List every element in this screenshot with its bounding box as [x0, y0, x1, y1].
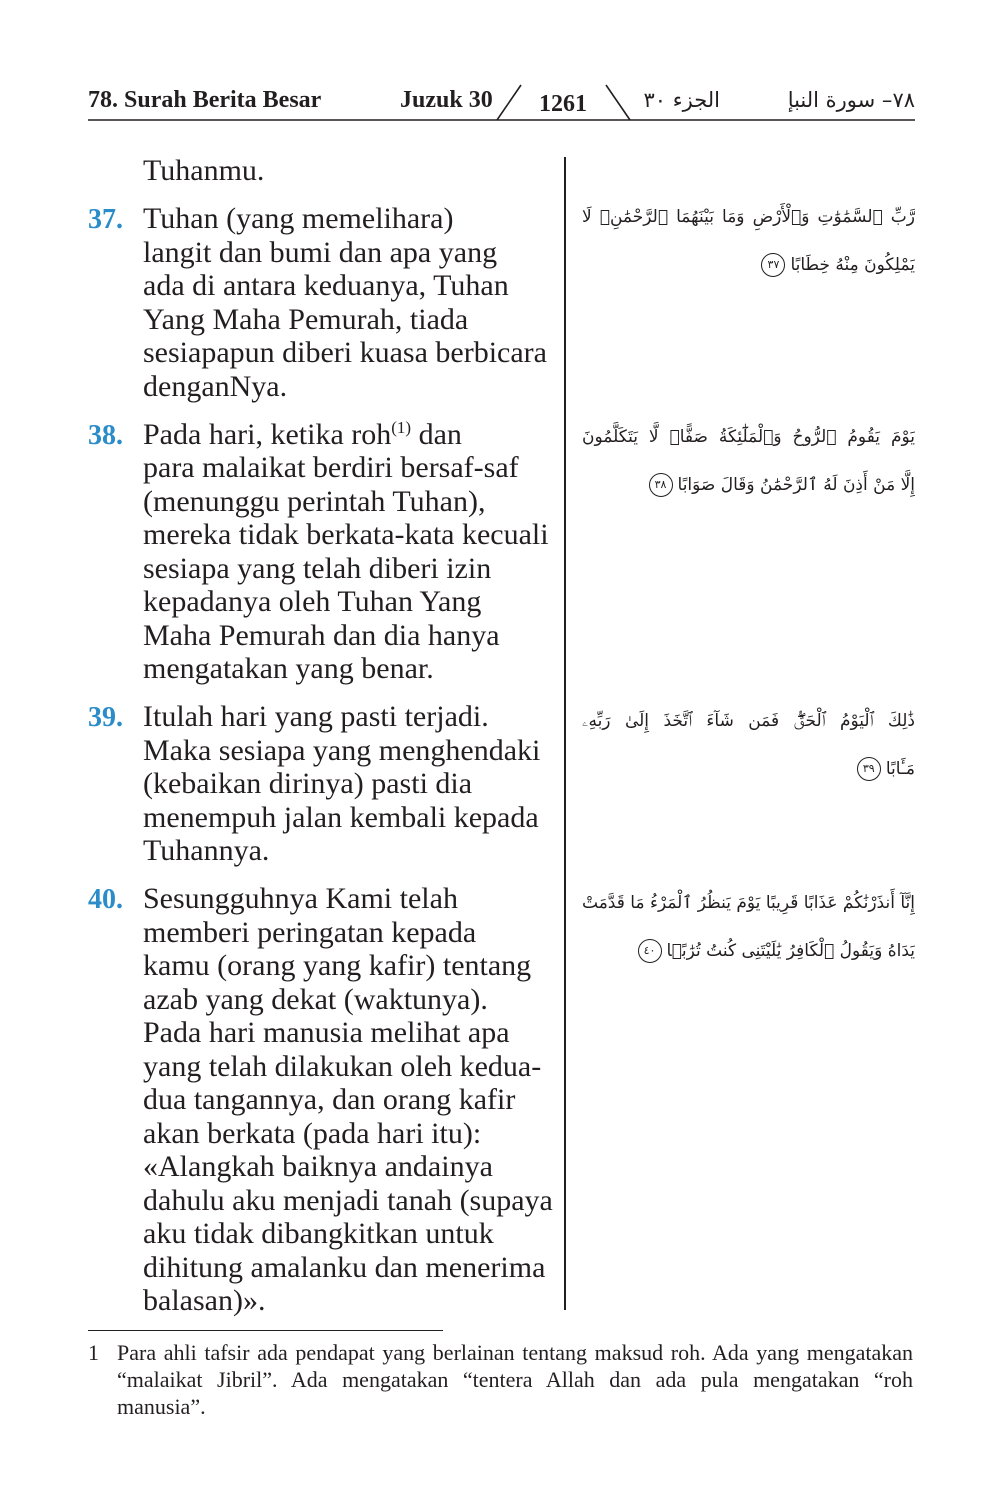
text-line: Yang Maha Pemurah, tiada: [143, 302, 469, 336]
ayah-end-marker: ٣٨: [649, 473, 673, 497]
text-line: [143, 418, 558, 452]
arabic-line-text: إِلَّا مَنْ أَذِنَ لَهُ ٱلرَّحْمَٰنُ وَقَالَ صَوَابًا: [677, 475, 915, 495]
arabic-line-text: مَـَٔابًا: [885, 759, 915, 779]
text-segment: Pada hari, ketika roh: [143, 417, 392, 451]
continuation-text: Tuhanmu.: [143, 154, 265, 187]
verse-text: [143, 700, 558, 868]
text-line: dihitung amalanku dan menerima: [143, 1250, 546, 1284]
footnote-line: “malaikat Jibril”. Ada mengatakan “tentera Allah dan ada pula mengatakan “roh: [117, 1367, 913, 1392]
footnote-rule: [88, 1330, 443, 1331]
text-line: Tuhannya.: [143, 834, 270, 867]
text-line: Pada hari manusia melihat apa: [143, 1016, 510, 1049]
text-line: «Alangkah baiknya andainya: [143, 1150, 493, 1183]
column-divider: [564, 157, 566, 1310]
arabic-verse-37: [582, 193, 915, 289]
ayah-end-marker: ٣٧: [761, 253, 785, 277]
arabic-line: [582, 745, 915, 793]
arabic-line: [582, 461, 915, 509]
footnote-line: Para ahli tafsir ada pendapat yang berlainan tentang maksud roh. Ada yang mengatakan: [117, 1340, 913, 1365]
arabic-verse-40: [582, 879, 915, 975]
text-line: para malaikat berdiri bersaf-saf: [143, 451, 519, 484]
text-line: yang telah dilakukan oleh kedua-: [143, 1049, 542, 1083]
arabic-line: رَّبِّ ٱلسَّمَٰوَٰتِ وَٱلْأَرْضِ وَمَا بَيْنَهُمَا ٱلرَّحْمَٰنِۖ لَا: [582, 207, 915, 227]
verse-number: 40.: [88, 884, 123, 915]
verse-40: [88, 882, 558, 1318]
text-line: sesiapapun diberi kuasa berbicara: [143, 336, 547, 369]
text-line: (menunggu perintah Tuhan),: [143, 484, 486, 518]
text-line: (kebaikan dirinya) pasti dia: [143, 767, 473, 800]
verse-38: [88, 418, 558, 686]
verse-number: 37.: [88, 204, 123, 235]
footnote-line: manusia”.: [117, 1394, 206, 1419]
surah-title-arabic: ٧٨– سورة النبإ: [787, 88, 915, 112]
text-line: Tuhan (yang memelihara): [143, 202, 454, 235]
text-line: memberi peringatan kepada: [143, 915, 477, 949]
text-line: denganNya.: [143, 369, 288, 403]
arabic-verse-39: [582, 697, 915, 793]
text-line: aku tidak dibangkitkan untuk: [143, 1217, 494, 1250]
text-line: dahulu aku menjadi tanah (supaya: [143, 1183, 553, 1217]
text-line: Maka sesiapa yang menghendaki: [143, 733, 541, 767]
verse-text: [143, 882, 558, 1318]
text-line: azab yang dekat (waktunya).: [143, 982, 488, 1016]
verse-number: 38.: [88, 419, 123, 451]
verse-text: [143, 202, 558, 403]
arabic-line: [582, 241, 915, 289]
text-line: mereka tidak berkata-kata kecuali: [143, 518, 549, 551]
arabic-line: [582, 927, 915, 975]
text-line: Sesungguhnya Kami telah: [143, 882, 458, 915]
text-line: akan berkata (pada hari itu):: [143, 1116, 482, 1150]
footnote-text: [117, 1339, 913, 1420]
text-line: menempuh jalan kembali kepada: [143, 800, 539, 834]
verse-39: [88, 700, 558, 868]
text-segment: dan: [411, 417, 462, 451]
text-line: dua tangannya, dan orang kafir: [143, 1083, 516, 1116]
arabic-line-text: يَمْلِكُونَ مِنْهُ خِطَابًا: [790, 255, 915, 275]
text-line: langit dan bumi dan apa yang: [143, 235, 498, 269]
text-line: Itulah hari yang pasti terjadi.: [143, 700, 489, 733]
footnote-reference: (1): [391, 417, 412, 437]
juz-label-arabic: الجزء ٣٠: [643, 88, 720, 112]
text-line: Maha Pemurah dan dia hanya: [143, 618, 500, 652]
footnote-number: 1: [88, 1340, 99, 1365]
ayah-end-marker: ٤٠: [638, 939, 662, 963]
text-line: ada di antara keduanya, Tuhan: [143, 269, 509, 302]
arabic-line: إِنَّآ أَنذَرْنَٰكُمْ عَذَابًا قَرِيبًا يَوْمَ يَنظُرُ ٱلْمَرْءُ مَا قَدَّمَتْ: [582, 893, 915, 913]
footnote: [88, 1339, 915, 1420]
surah-title-latin: 78. Surah Berita Besar: [88, 87, 322, 113]
verse-number: 39.: [88, 702, 123, 733]
text-line: sesiapa yang telah diberi izin: [143, 551, 492, 585]
page-number: 1261: [539, 91, 587, 117]
arabic-verse-38: [582, 413, 915, 509]
verse-text: [143, 418, 558, 686]
arabic-line-text: يَدَاهُ وَيَقُولُ ٱلْكَافِرُ يَٰلَيْتَنِى كُنتُ تُرَٰبًۢا: [666, 941, 915, 961]
arabic-line: يَوْمَ يَقُومُ ٱلرُّوحُ وَٱلْمَلَٰٓئِكَةُ صَفًّاۖ لَّا يَتَكَلَّمُونَ: [582, 427, 915, 447]
arabic-line: ذَٰلِكَ ٱلْيَوْمُ ٱلْحَقُّۖ فَمَن شَآءَ ٱتَّخَذَ إِلَىٰ رَبِّهِۦ: [582, 711, 915, 731]
text-line: kamu (orang yang kafir) tentang: [143, 949, 532, 982]
verse-37: [88, 202, 558, 403]
text-line: kepadanya oleh Tuhan Yang: [143, 585, 482, 618]
translation-column: [88, 154, 558, 1318]
juz-label-latin: Juzuk 30: [400, 87, 493, 113]
text-line: mengatakan yang benar.: [143, 652, 434, 685]
text-line: balasan)».: [143, 1284, 266, 1317]
ayah-end-marker: ٣٩: [857, 757, 881, 781]
